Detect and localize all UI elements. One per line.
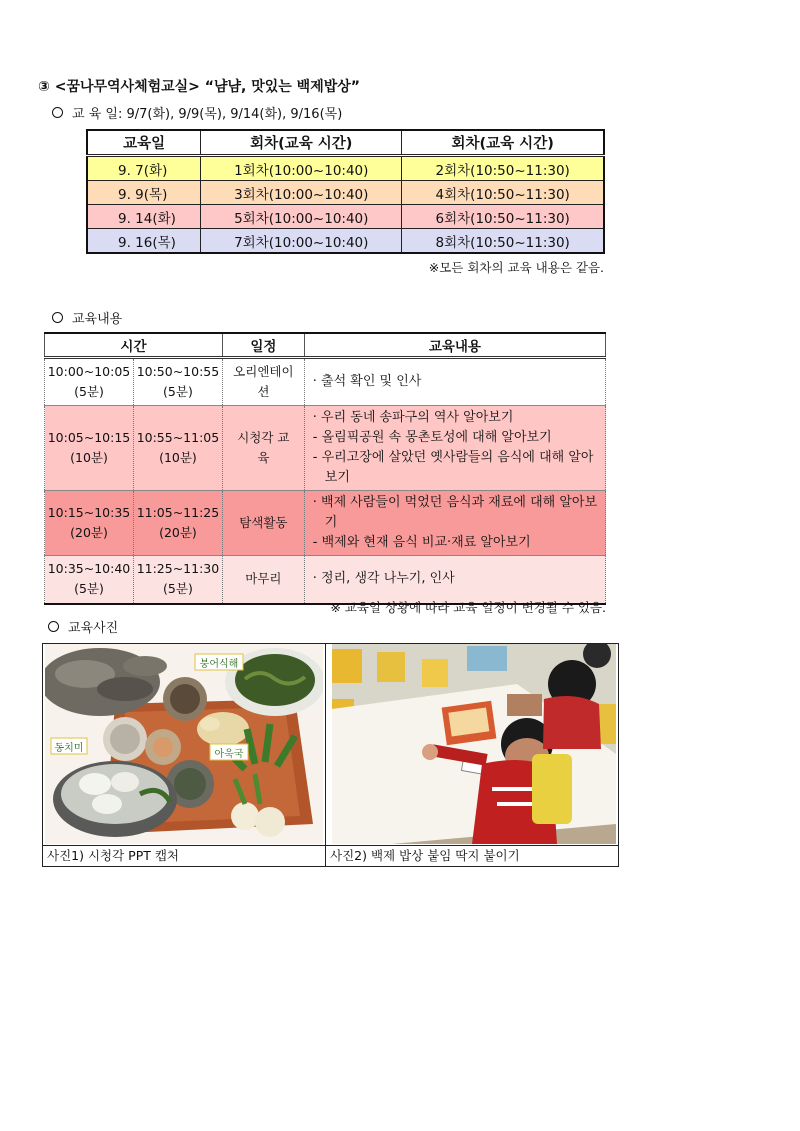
food-illustration <box>45 644 323 844</box>
content-row <box>45 556 606 604</box>
photo-caption-1: 사진1) 시청각 PPT 캡처 <box>43 845 325 866</box>
circle-bullet-icon <box>52 107 63 118</box>
duration: (5분) <box>163 384 193 399</box>
duration: (5분) <box>74 384 104 399</box>
circle-bullet-icon <box>52 312 63 323</box>
time-cell <box>45 491 134 556</box>
items-cell <box>304 556 605 604</box>
duration: (20분) <box>159 525 197 540</box>
photo-1-food-ppt <box>45 644 323 844</box>
time-range: 10:00~10:05 <box>47 364 131 379</box>
photo-caption-2: 사진2) 백제 밥상 붙임 딱지 붙이기 <box>326 845 618 866</box>
duration: (10분) <box>159 450 197 465</box>
time-range: 10:50~10:55 <box>136 364 220 379</box>
duration: (20분) <box>70 525 108 540</box>
schedule-cell: 오리엔테이션 <box>222 358 304 406</box>
food-label: 아욱국 <box>214 749 244 760</box>
header-session-2: 회차(교육 시간) <box>402 130 604 156</box>
session-cell: 1회차(10:00~10:40) <box>201 156 402 181</box>
time-cell <box>133 406 222 491</box>
content-note: ※ 교육일 상황에 따라 교육 일정이 변경될 수 있음. <box>330 600 606 615</box>
photo-table <box>42 643 619 867</box>
photos-label-line <box>48 617 118 636</box>
session-cell: 4회차(10:50~11:30) <box>402 181 604 205</box>
time-cell <box>133 556 222 604</box>
content-item: - 백제와 현재 음식 비교·재료 알아보기 <box>312 535 531 550</box>
content-label-line <box>52 308 122 327</box>
content-table <box>44 332 606 605</box>
photos-label: 교육사진 <box>68 621 119 636</box>
items-cell <box>304 406 605 491</box>
content-item: - 올림픽공원 속 몽촌토성에 대해 알아보기 <box>312 430 552 445</box>
content-item: · 백제 사람들이 먹었던 음식과 재료에 대해 알아보기 <box>312 495 598 530</box>
date-cell: 9. 16(목) <box>87 229 201 254</box>
date-cell: 9. 7(화) <box>87 156 201 181</box>
duration: (5분) <box>163 581 193 597</box>
circle-bullet-icon <box>48 621 59 632</box>
schedule-row <box>87 156 604 181</box>
photo-divider <box>325 644 326 866</box>
schedule-row <box>87 229 604 254</box>
date-cell: 9. 14(화) <box>87 205 201 229</box>
content-row <box>45 491 606 556</box>
schedule-header-row <box>87 130 604 156</box>
schedule-text: 교 육 일: 9/7(화), 9/9(목), 9/14(화), 9/16(목) <box>72 107 343 122</box>
schedule-cell: 탐색활동 <box>222 491 304 556</box>
section-heading: ③ <꿈나무역사체험교실> “냠냠, 맛있는 백제밥상” <box>38 79 360 95</box>
header-session-1: 회차(교육 시간) <box>201 130 402 156</box>
schedule-row <box>87 205 604 229</box>
time-cell <box>45 556 134 604</box>
schedule-note: ※모든 회차의 교육 내용은 같음. <box>428 260 604 275</box>
schedule-cell: 마무리 <box>222 556 304 604</box>
session-cell: 6회차(10:50~11:30) <box>402 205 604 229</box>
time-range: 10:05~10:15 <box>47 430 131 445</box>
session-cell: 7회차(10:00~10:40) <box>201 229 402 254</box>
session-cell: 8회차(10:50~11:30) <box>402 229 604 254</box>
photo-2-children-activity <box>332 644 616 844</box>
schedule-line <box>52 103 342 122</box>
header-time: 시간 <box>45 333 223 358</box>
time-range: 10:35~10:40 <box>47 561 131 577</box>
content-item: · 우리 동네 송파구의 역사 알아보기 <box>312 410 514 425</box>
activity-photo <box>332 644 616 844</box>
food-label: 동치미 <box>54 743 84 754</box>
items-cell <box>304 358 605 406</box>
items-cell <box>304 491 605 556</box>
food-label: 붕어식해 <box>199 659 239 670</box>
header-date: 교육일 <box>87 130 201 156</box>
content-row <box>45 358 606 406</box>
session-cell: 2회차(10:50~11:30) <box>402 156 604 181</box>
time-cell <box>45 358 134 406</box>
time-cell <box>133 491 222 556</box>
content-item: · 출석 확인 및 인사 <box>312 374 422 389</box>
content-label: 교육내용 <box>72 312 123 327</box>
content-row <box>45 406 606 491</box>
header-schedule: 일정 <box>222 333 304 358</box>
content-item: · 정리, 생각 나누기, 인사 <box>312 571 455 587</box>
session-cell: 3회차(10:00~10:40) <box>201 181 402 205</box>
time-range: 11:25~11:30 <box>136 561 220 577</box>
content-header-row <box>45 333 606 358</box>
session-cell: 5회차(10:00~10:40) <box>201 205 402 229</box>
duration: (10분) <box>70 450 108 465</box>
schedule-table <box>86 129 605 254</box>
time-cell <box>133 358 222 406</box>
header-content: 교육내용 <box>304 333 605 358</box>
date-cell: 9. 9(목) <box>87 181 201 205</box>
schedule-row <box>87 181 604 205</box>
time-range: 10:15~10:35 <box>47 505 131 520</box>
content-item: - 우리고장에 살았던 옛사람들의 음식에 대해 알아보기 <box>312 450 594 485</box>
schedule-cell: 시청각 교육 <box>222 406 304 491</box>
time-range: 10:55~11:05 <box>136 430 220 445</box>
duration: (5분) <box>74 581 104 597</box>
time-range: 11:05~11:25 <box>136 505 220 520</box>
time-cell <box>45 406 134 491</box>
